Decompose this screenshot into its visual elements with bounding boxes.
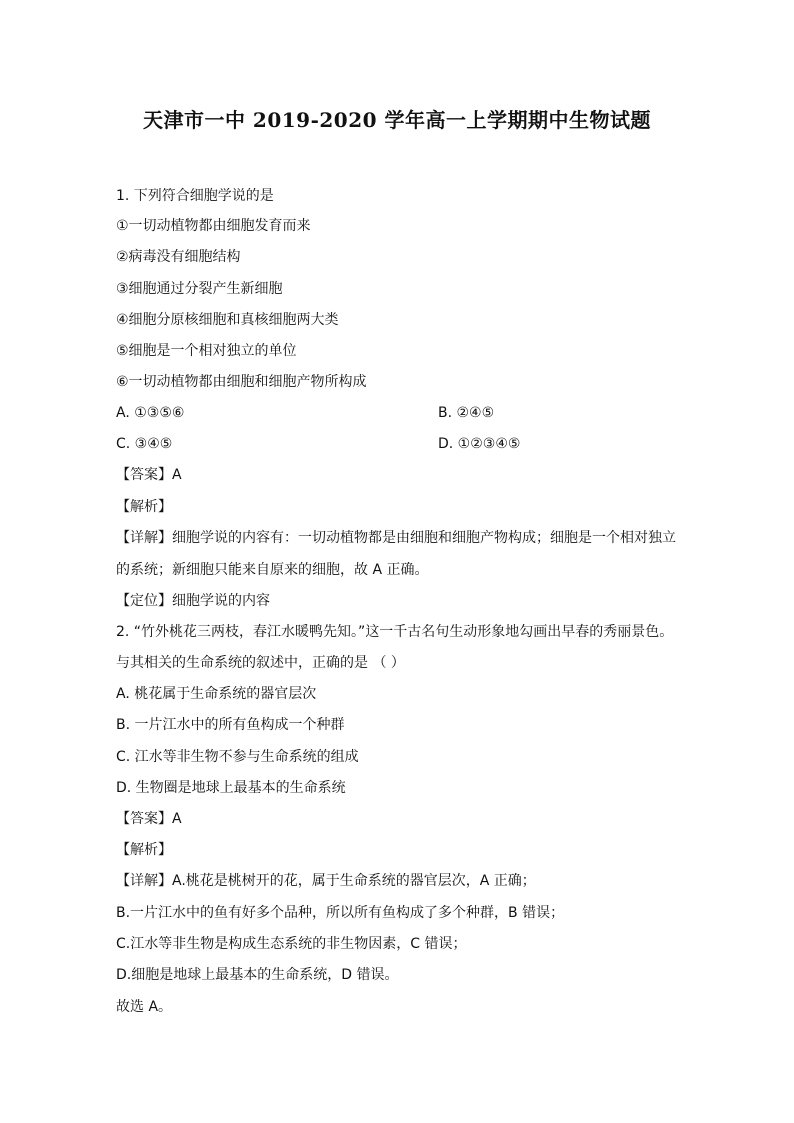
page-title: 天津市一中 2019-2020 学年高一上学期期中生物试题 [142,108,652,132]
q1-detail-line-2: 的系统；新细胞只能来自原来的细胞，故 A 正确。 [116,562,429,578]
q2-answer: 【答案】A [116,811,182,827]
q1-analysis-label: 【解析】 [116,499,172,515]
q2-stem-line-2: 与其相关的生命系统的叙述中，正确的是 （ ） [116,655,405,671]
q1-item-5: ⑤细胞是一个相对独立的单位 [116,343,297,359]
q2-detail-line-4: D.细胞是地球上最基本的生命系统，D 错误。 [116,967,399,983]
q1-option-b: B. ②④⑤ [438,405,495,421]
q1-detail-line-1: 【详解】细胞学说的内容有：一切动植物都是由细胞和细胞产物构成；细胞是一个相对独立 [116,530,676,546]
q2-option-a: A. 桃花属于生命系统的器官层次 [116,686,317,702]
q2-stem-line-1: 2. “竹外桃花三两枝，春江水暖鸭先知。”这一千古名句生动形象地勾画出早春的秀丽景色。 [116,624,674,640]
q1-item-4: ④细胞分原核细胞和真核细胞两大类 [116,312,339,328]
q1-item-2: ②病毒没有细胞结构 [116,249,241,265]
q2-detail-line-1: 【详解】A.桃花是桃树开的花，属于生命系统的器官层次，A 正确； [116,873,536,889]
q1-item-1: ①一切动植物都由细胞发育而来 [116,218,311,234]
q2-conclusion: 故选 A。 [116,999,173,1015]
q1-option-d: D. ①②③④⑤ [438,436,521,452]
q2-analysis-label: 【解析】 [116,842,172,858]
q2-option-c: C. 江水等非生物不参与生命系统的组成 [116,749,359,765]
q1-position: 【定位】细胞学说的内容 [116,593,270,609]
q1-item-3: ③细胞通过分裂产生新细胞 [116,281,283,297]
q1-option-a: A. ①③⑤⑥ [116,405,185,421]
q2-detail-line-2: B.一片江水中的鱼有好多个品种，所以所有鱼构成了多个种群，B 错误； [116,905,565,921]
q1-answer: 【答案】A [116,467,182,483]
q1-option-c: C. ③④⑤ [116,436,173,452]
q2-option-b: B. 一片江水中的所有鱼构成一个种群 [116,717,345,733]
q2-detail-line-3: C.江水等非生物是构成生态系统的非生物因素，C 错误； [116,936,467,952]
q1-stem: 1. 下列符合细胞学说的是 [116,188,274,204]
q1-item-6: ⑥一切动植物都由细胞和细胞产物所构成 [116,374,367,390]
q2-option-d: D. 生物圈是地球上最基本的生命系统 [116,780,346,796]
